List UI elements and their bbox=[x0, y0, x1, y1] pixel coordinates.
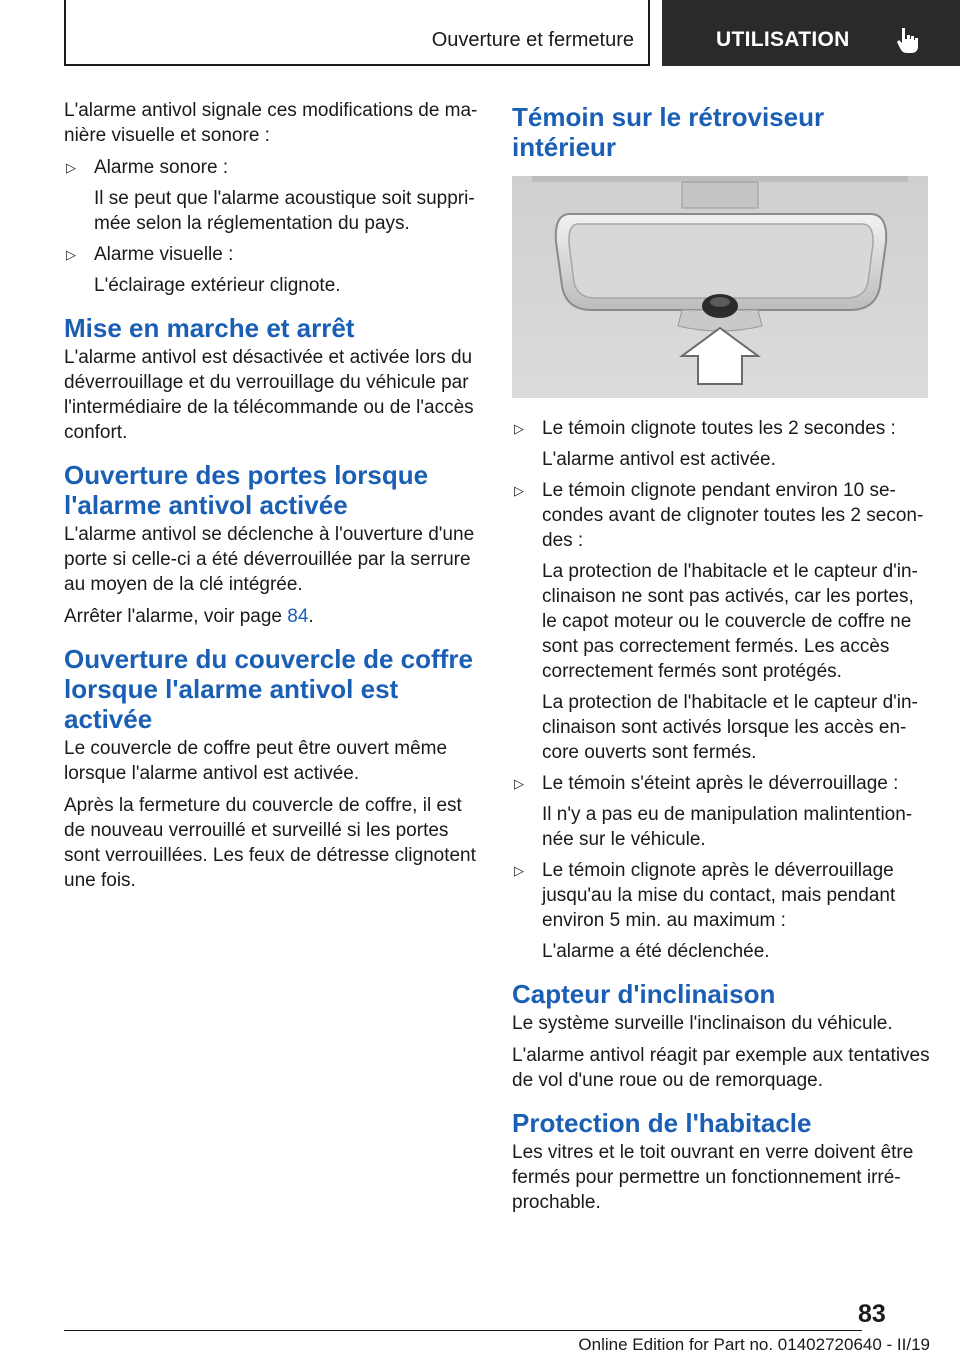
list-item-text: L'alarme antivol est activée. bbox=[542, 449, 776, 470]
page-link[interactable]: 84 bbox=[287, 606, 309, 627]
list-item-label: Alarme sonore : bbox=[94, 157, 229, 178]
section-heading: Ouverture des portes lorsque l'alarme antivol activée bbox=[64, 460, 429, 520]
section-tab bbox=[64, 0, 650, 66]
section-heading: Mise en marche et arrêt bbox=[64, 313, 355, 343]
chapter-tab[interactable] bbox=[662, 0, 960, 66]
mirror-figure bbox=[512, 176, 928, 398]
intro-paragraph: L'alarme antivol signale ces modifications de ma-nière visuelle et sonore : bbox=[64, 100, 478, 146]
list-item-text: Il se peut que l'alarme acoustique soit suppri-mée selon la réglementation du pays. bbox=[94, 188, 475, 234]
triangle-bullet-icon: ▷ bbox=[514, 863, 524, 878]
list-item-text: La protection de l'habitacle et le capteur d'in-clinaison ne sont pas activés, car les portes, le capot moteur ou le couvercle de coffre ne sont pas correctement fermés. Les accès correctement fermés sont protégés. bbox=[542, 561, 918, 682]
page-reference-suffix: . bbox=[308, 606, 314, 627]
footer-divider bbox=[64, 1330, 862, 1331]
list-item-text: L'éclairage extérieur clignote. bbox=[94, 275, 341, 296]
triangle-bullet-icon: ▷ bbox=[514, 421, 524, 436]
triangle-bullet-icon: ▷ bbox=[66, 160, 76, 175]
paragraph: Après la fermeture du couvercle de coffre, il est de nouveau verrouillé et surveillé si les portes sont verrouillées. Les feux de détresse clignotent une fois. bbox=[64, 795, 476, 891]
list-item-label: Le témoin clignote toutes les 2 secondes : bbox=[542, 418, 896, 439]
section-heading: Capteur d'inclinaison bbox=[512, 979, 776, 1009]
triangle-bullet-icon: ▷ bbox=[514, 776, 524, 791]
paragraph: Les vitres et le toit ouvrant en verre doivent être fermés pour permettre un fonctionnement irré-prochable. bbox=[512, 1142, 914, 1213]
list-item-label: Le témoin clignote après le déverrouillage jusqu'au la mise du contact, mais pendant environ 5 min. au maximum : bbox=[542, 860, 896, 931]
paragraph: Le système surveille l'inclinaison du véhicule. bbox=[512, 1013, 893, 1034]
list-item-text: L'alarme a été déclenchée. bbox=[542, 941, 770, 962]
page-reference bbox=[64, 604, 480, 629]
paragraph: L'alarme antivol est désactivée et activée lors du déverrouillage et du verrouillage du véhicule par l'intermédiaire de la télécommande ou de l'accès confort. bbox=[64, 347, 474, 443]
page-header bbox=[0, 0, 960, 66]
list-item bbox=[512, 416, 932, 472]
list-item-label: Le témoin clignote pendant environ 10 se-condes avant de clignoter toutes les 2 secon-des : bbox=[542, 480, 924, 551]
chapter-title: UTILISATION bbox=[716, 28, 850, 51]
edition-footer: Online Edition for Part no. 01402720640 - II/19 bbox=[578, 1335, 930, 1354]
page-reference-prefix: Arrêter l'alarme, voir page bbox=[64, 606, 288, 627]
left-column bbox=[64, 98, 480, 900]
list-item bbox=[64, 155, 480, 236]
paragraph: L'alarme antivol se déclenche à l'ouverture d'une porte si celle-ci a été déverrouillée par la serrure au moyen de la clé intégrée. bbox=[64, 524, 475, 595]
list-item bbox=[64, 242, 480, 298]
paragraph: L'alarme antivol réagit par exemple aux tentatives de vol d'une roue ou de remorquage. bbox=[512, 1045, 930, 1091]
list-item bbox=[512, 771, 932, 852]
list-item bbox=[512, 858, 932, 964]
pointing-hand-icon bbox=[896, 26, 922, 54]
section-heading: Ouverture du couvercle de coffre lorsque l'alarme antivol est activée bbox=[64, 644, 473, 734]
list-item-text: Il n'y a pas eu de manipulation malintention-née sur le véhicule. bbox=[542, 804, 913, 850]
list-item-text: La protection de l'habitacle et le capteur d'in-clinaison sont activés lorsque les accès en-core ouverts sont fermés. bbox=[542, 692, 918, 763]
section-heading: Témoin sur le rétroviseur intérieur bbox=[512, 102, 825, 162]
section-title: Ouverture et fermeture bbox=[431, 29, 634, 51]
list-item-label: Le témoin s'éteint après le déverrouillage : bbox=[542, 773, 899, 794]
page-number: 83 bbox=[858, 1300, 886, 1328]
section-heading: Protection de l'habitacle bbox=[512, 1108, 812, 1138]
list-item bbox=[512, 478, 932, 765]
triangle-bullet-icon: ▷ bbox=[514, 483, 524, 498]
right-column bbox=[512, 98, 932, 1222]
paragraph: Le couvercle de coffre peut être ouvert même lorsque l'alarme antivol est activée. bbox=[64, 738, 448, 784]
list-item-label: Alarme visuelle : bbox=[94, 244, 234, 265]
triangle-bullet-icon: ▷ bbox=[66, 247, 76, 262]
rearview-mirror-illustration bbox=[512, 176, 928, 398]
